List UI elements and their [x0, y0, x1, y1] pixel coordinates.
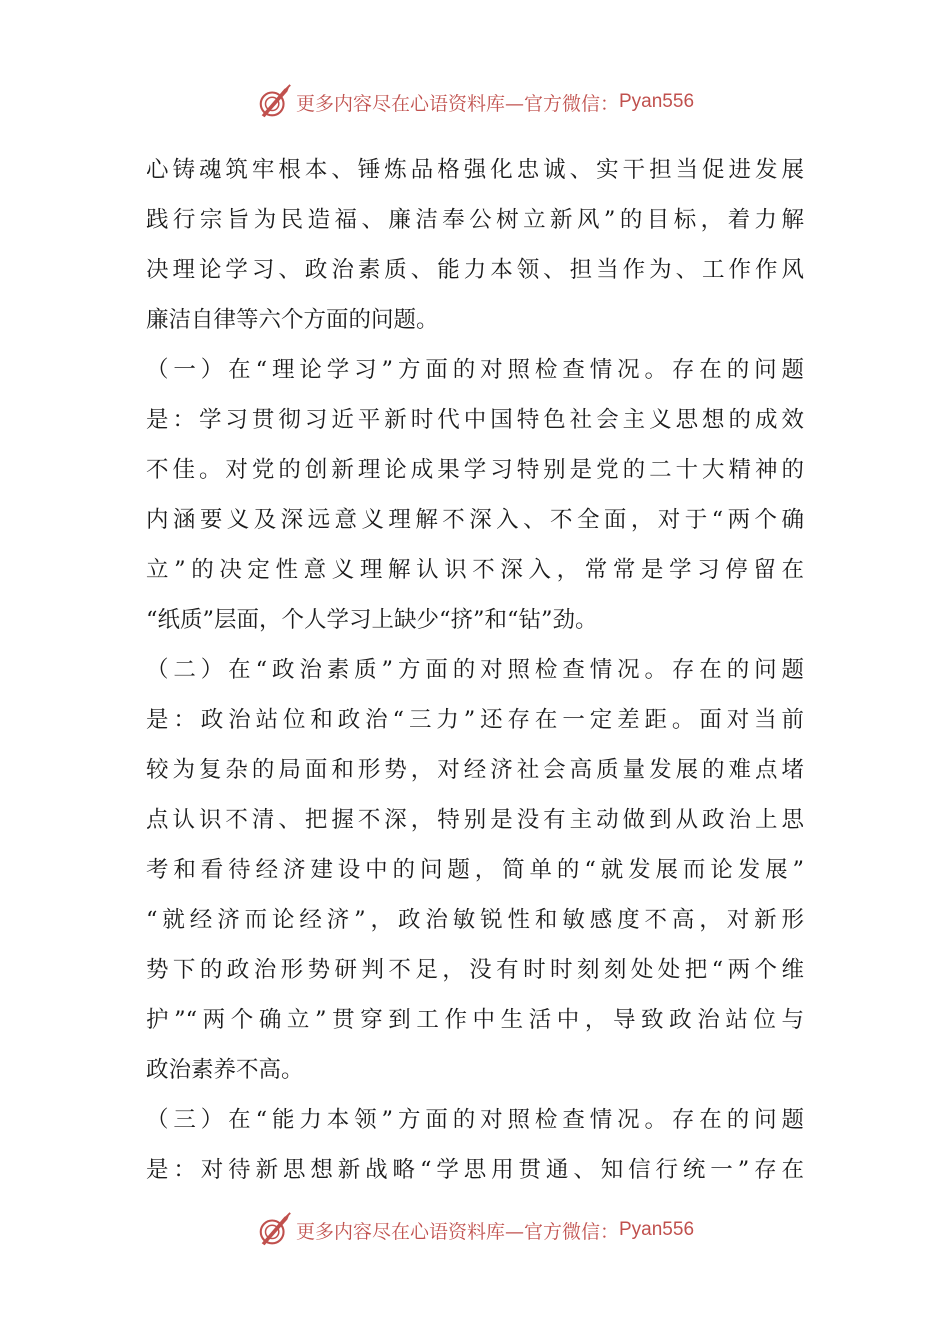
- text-line: 势下的政治形势研判不足，没有时时刻刻处处把“两个维: [146, 957, 804, 983]
- header-wechat-id: Pyan556: [619, 91, 695, 112]
- text-line: （三）在“能力本领”方面的对照检查情况。存在的问题: [146, 1107, 804, 1133]
- text-line: 决理论学习、政治素质、能力本领、担当作为、工作作风: [146, 257, 804, 283]
- document-body: [146, 145, 804, 1195]
- text-line: 点认识不清、把握不深，特别是没有主动做到从政治上思: [146, 807, 804, 833]
- text-line: “就经济而论经济”，政治敏锐性和敏感度不高，对新形: [146, 907, 804, 933]
- text-line: （二）在“政治素质”方面的对照检查情况。存在的问题: [146, 657, 804, 683]
- text-line: 较为复杂的局面和形势，对经济社会高质量发展的难点堵: [146, 757, 804, 783]
- text-line: 不佳。对党的创新理论成果学习特别是党的二十大精神的: [146, 457, 804, 483]
- text-line: 践行宗旨为民造福、廉洁奉公树立新风”的目标，着力解: [146, 207, 804, 233]
- footer-banner-text: 更多内容尽在心语资料库—官方微信：: [295, 1220, 619, 1243]
- text-line: 是：学习贯彻习近平新时代中国特色社会主义思想的成效: [146, 407, 804, 433]
- text-line: 廉洁自律等六个方面的问题。: [146, 307, 439, 333]
- text-line: 立”的决定性意义理解认识不深入，常常是学习停留在: [146, 557, 804, 583]
- text-line: 政治素养不高。: [146, 1057, 304, 1083]
- footer-wechat-id: Pyan556: [619, 1219, 695, 1240]
- quill-logo-icon: [256, 83, 294, 121]
- quill-logo-icon: [256, 1211, 294, 1249]
- text-line: “纸质”层面，个人学习上缺少“挤”和“钻”劲。: [146, 607, 598, 633]
- text-line: 是：对待新思想新战略“学思用贯通、知信行统一”存在: [146, 1157, 804, 1183]
- header-banner-text: 更多内容尽在心语资料库—官方微信：: [295, 92, 619, 115]
- text-line: 是：政治站位和政治“三力”还存在一定差距。面对当前: [146, 707, 804, 733]
- text-line: 考和看待经济建设中的问题，简单的“就发展而论发展”: [146, 857, 804, 883]
- footer-banner: [0, 1208, 950, 1252]
- text-line: 心铸魂筑牢根本、锤炼品格强化忠诚、实干担当促进发展: [146, 157, 804, 183]
- text-line: （一）在“理论学习”方面的对照检查情况。存在的问题: [146, 357, 804, 383]
- header-banner: [0, 80, 950, 124]
- text-line: 内涵要义及深远意义理解不深入、不全面，对于“两个确: [146, 507, 804, 533]
- text-line: 护”“两个确立”贯穿到工作中生活中，导致政治站位与: [146, 1007, 804, 1033]
